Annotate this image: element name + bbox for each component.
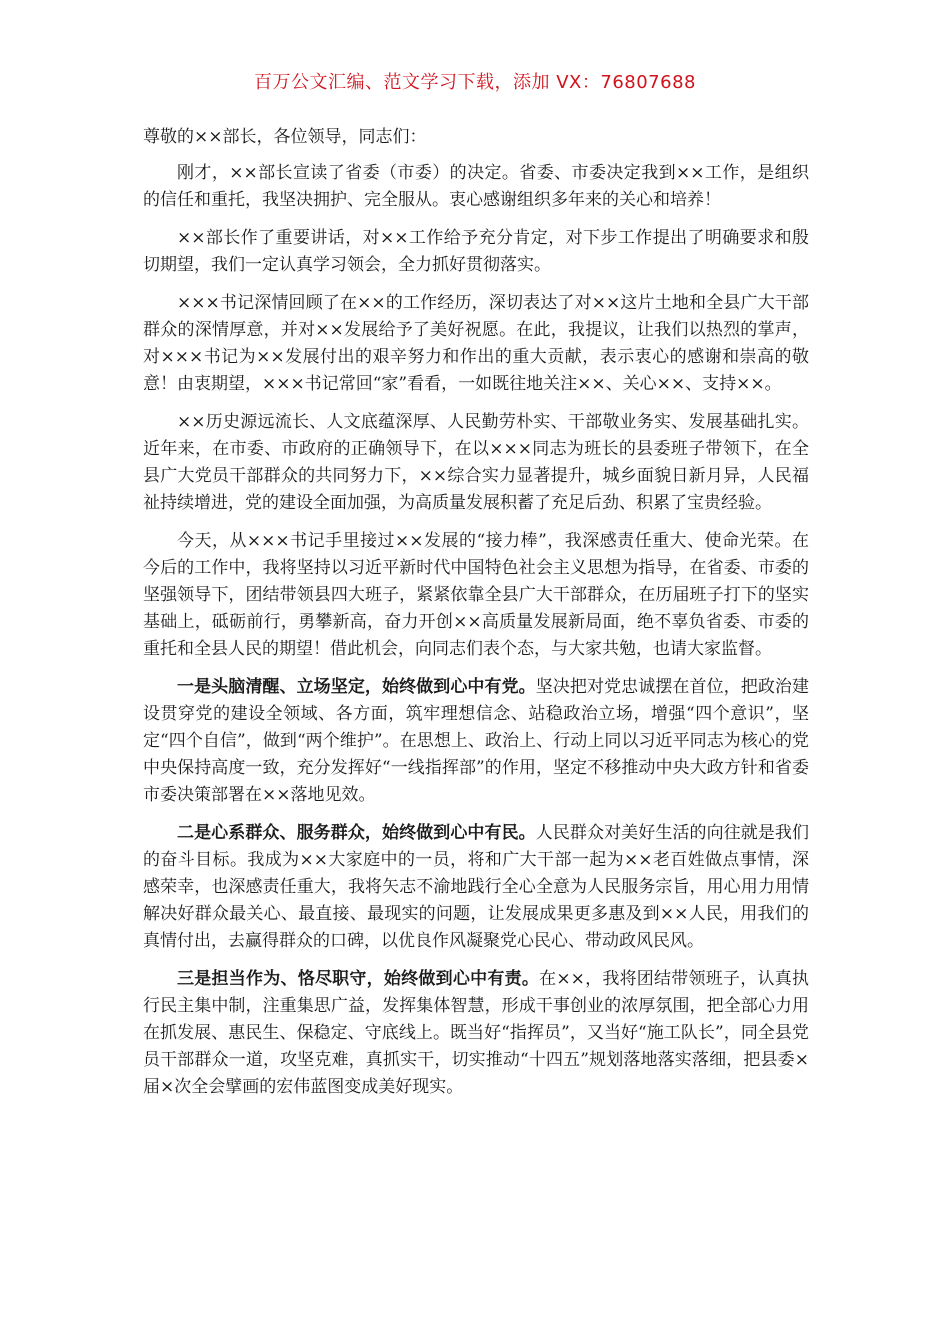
paragraph-3 xyxy=(143,290,809,398)
paragraph-text: ××部长作了重要讲话，对××工作给予充分肯定，对下步工作提出了明确要求和殷切期望，我们一定认真学习领会，全力抓好贯彻落实。 xyxy=(143,228,809,275)
download-banner: 百万公文汇编、范文学习下载，添加 VX：76807688 xyxy=(254,72,696,93)
paragraph-text: 在××，我将团结带领班子，认真执行民主集中制，注重集思广益，发挥集体智慧，形成干事创业的浓厚氛围，把全部心力用在抓发展、惠民生、保稳定、守底线上。既当好“指挥员”，又当好“施工队长”，同全县党员干部群众一道，攻坚克难，真抓实干，切实推动“十四五”规划落地落实落细，把县委×届×次全会擘画的宏伟蓝图变成美好现实。 xyxy=(143,969,809,1097)
paragraph-lead: 二是心系群众、服务群众，始终做到心中有民。 xyxy=(177,823,536,843)
paragraph-lead: 三是担当作为、恪尽职守，始终做到心中有责。 xyxy=(177,969,540,989)
paragraph-lead: 一是头脑清醒、立场坚定，始终做到心中有党。 xyxy=(177,677,536,697)
paragraph-1 xyxy=(143,160,809,214)
paragraph-7 xyxy=(143,820,809,955)
paragraph-5 xyxy=(143,528,809,663)
salutation: 尊敬的××部长，各位领导，同志们： xyxy=(143,127,427,147)
paragraph-text: ××历史源远流长、人文底蕴深厚、人民勤劳朴实、干部敬业务实、发展基础扎实。近年来，在市委、市政府的正确领导下，在以×××同志为班长的县委班子带领下，在全县广大党员干部群众的共同努力下，××综合实力显著提升，城乡面貌日新月异，人民福祉持续增进，党的建设全面加强，为高质量发展积蓄了充足后劲、积累了宝贵经验。 xyxy=(143,412,809,513)
paragraph-8 xyxy=(143,966,809,1101)
paragraph-text: ×××书记深情回顾了在××的工作经历，深切表达了对××这片土地和全县广大干部群众的深情厚意，并对××发展给予了美好祝愿。在此，我提议，让我们以热烈的掌声，对×××书记为××发展付出的艰辛努力和作出的重大贡献，表示衷心的感谢和崇高的敬意！由衷期望，×××书记常回“家”看看，一如既往地关注××、关心××、支持××。 xyxy=(143,293,809,394)
paragraph-2 xyxy=(143,225,809,279)
paragraph-4 xyxy=(143,409,809,517)
paragraph-6 xyxy=(143,674,809,809)
paragraph-text: 刚才，××部长宣读了省委（市委）的决定。省委、市委决定我到××工作，是组织的信任和重托，我坚决拥护、完全服从。衷心感谢组织多年来的关心和培养！ xyxy=(143,163,809,210)
paragraph-text: 坚决把对党忠诚摆在首位，把政治建设贯穿党的建设全领域、各方面，筑牢理想信念、站稳政治立场，增强“四个意识”，坚定“四个自信”，做到“两个维护”。在思想上、政治上、行动上同以习近平同志为核心的党中央保持高度一致，充分发挥好“一线指挥部”的作用，坚定不移推动中央大政方针和省委市委决策部署在××落地见效。 xyxy=(143,677,809,805)
paragraph-text: 人民群众对美好生活的向往就是我们的奋斗目标。我成为××大家庭中的一员，将和广大干部一起为××老百姓做点事情，深感荣幸，也深感责任重大，我将矢志不渝地践行全心全意为人民服务宗旨，用心用力用情解决好群众最关心、最直接、最现实的问题，让发展成果更多惠及到××人民，用我们的真情付出，去赢得群众的口碑，以优良作风凝聚党心民心、带动政风民风。 xyxy=(143,823,809,951)
document-body xyxy=(143,124,809,1112)
paragraph-text: 今天，从×××书记手里接过××发展的“接力棒”，我深感责任重大、使命光荣。在今后的工作中，我将坚持以习近平新时代中国特色社会主义思想为指导，在省委、市委的坚强领导下，团结带领县四大班子，紧紧依靠全县广大干部群众，在历届班子打下的坚实基础上，砥砺前行，勇攀新高，奋力开创××高质量发展新局面，绝不辜负省委、市委的重托和全县人民的期望！借此机会，向同志们表个态，与大家共勉，也请大家监督。 xyxy=(143,531,809,659)
